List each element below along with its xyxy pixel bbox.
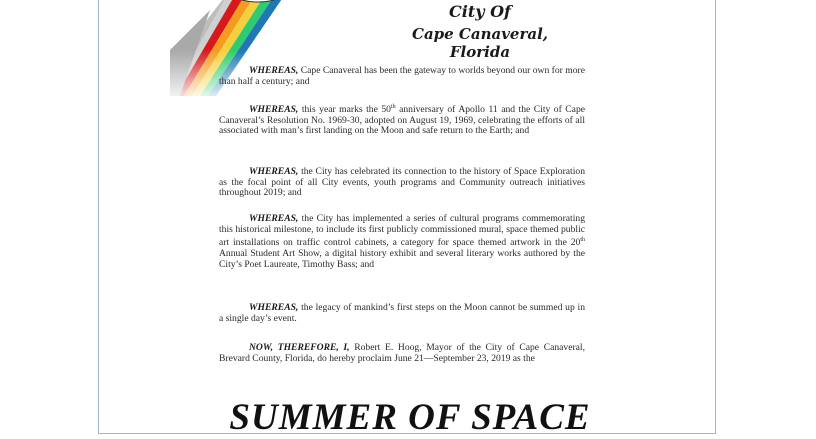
whereas-paragraph-2: [219, 102, 585, 137]
paragraph-lead: WHEREAS,: [249, 302, 299, 313]
heading-city-of: City Of: [449, 2, 511, 21]
heading-city-name: Cape Canaveral, Florida: [412, 25, 548, 61]
paragraph-body: this year marks the 50: [298, 104, 391, 116]
whereas-paragraph-4: [219, 214, 585, 270]
paragraph-lead: WHEREAS,: [249, 104, 299, 116]
ordinal-suffix: th: [580, 237, 585, 244]
paragraph-body: Robert E. Hoog, Mayor of the City of Cape Canaveral, Brevard County, Florida, do hereby proclaim June 21—September 23, 2019 as the: [219, 342, 585, 364]
paragraph-lead: WHEREAS,: [249, 213, 299, 224]
paragraph-body: Annual Student Art Show, a digital history exhibit and several literary works authored by the City’s Poet Laureate, Timothy Bass; and: [219, 247, 585, 270]
paragraph-lead: WHEREAS,: [249, 65, 299, 76]
whereas-paragraph-3: [219, 167, 585, 199]
paragraph-body: Cape Canaveral has been the gateway to worlds beyond our own for more than half a century; and: [219, 65, 585, 87]
whereas-paragraph-1: [219, 66, 585, 87]
whereas-paragraph-5: [219, 303, 585, 324]
paragraph-body: anniversary of Apollo 11 and the City of Cape Canaveral’s Resolution No. 1969-30, adopted on August 19, 1969, celebrating the efforts of all associated with man’s first landing on the Moon and safe return to the Earth; and: [219, 104, 585, 137]
now-therefore-paragraph: [219, 343, 585, 364]
paragraph-lead: NOW, THEREFORE, I,: [249, 342, 350, 353]
proclamation-banner-title: SUMMER OF SPACE: [229, 397, 591, 438]
paragraph-lead: WHEREAS,: [249, 166, 299, 177]
ordinal-suffix: th: [390, 104, 396, 110]
paragraph-body: the legacy of mankind’s first steps on the Moon cannot be summed up in a single day’s event.: [219, 302, 585, 324]
paragraph-body: the City has implemented a series of cultural programs commemorating this historical milestone, to include its first publicly commissioned mural, space themed public art installations on traffic control cabinets, a category for space themed artwork in the 20: [219, 213, 585, 249]
paragraph-body: the City has celebrated its connection to the history of Space Exploration as the focal point of all City events, youth programs and Community outreach initiatives throughout 2019; and: [219, 166, 585, 199]
